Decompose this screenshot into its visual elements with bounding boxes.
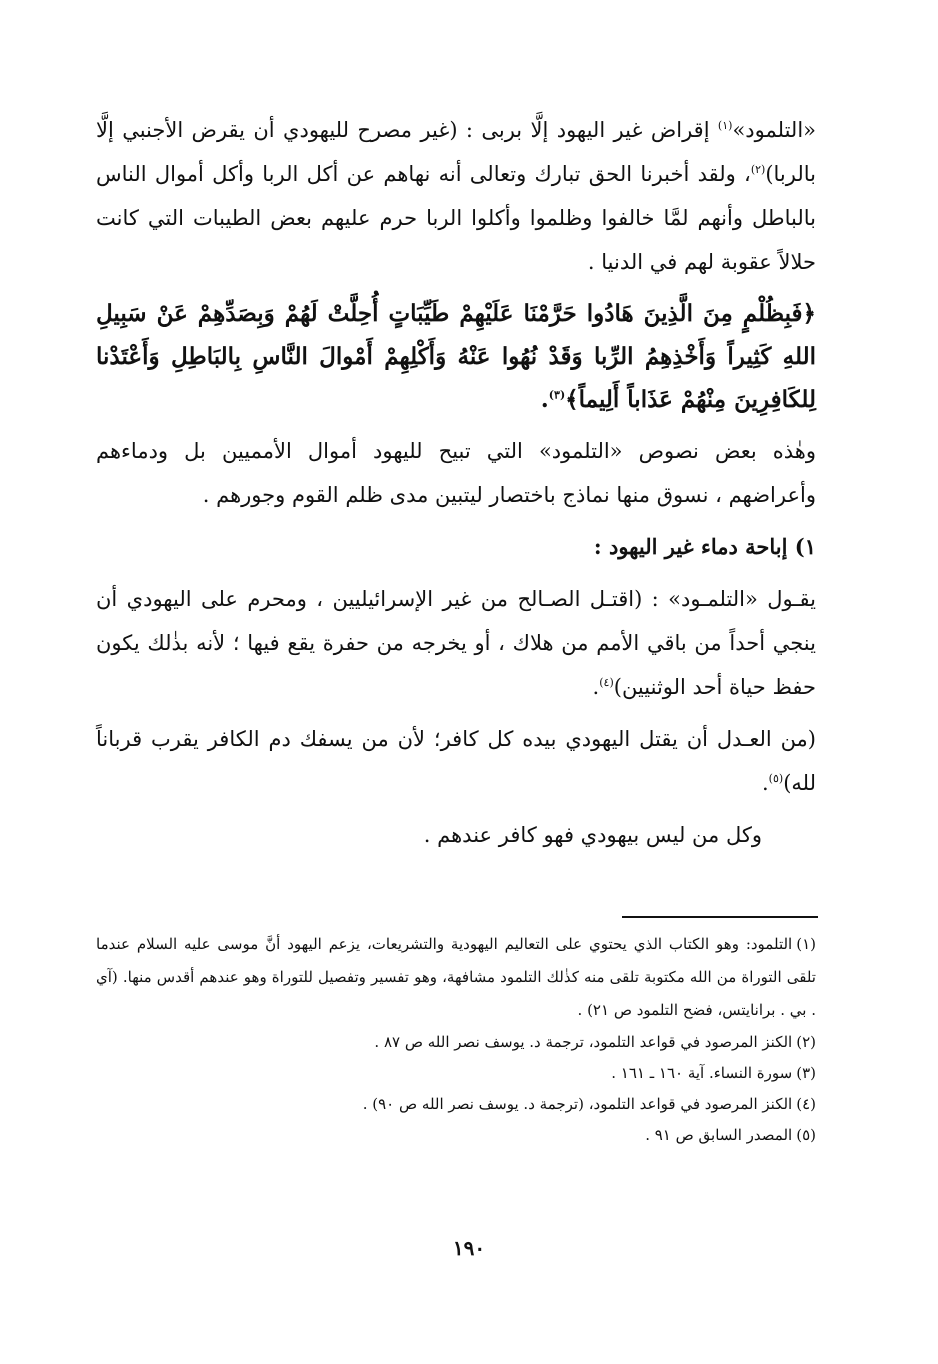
paragraph-riba-text-a: «التلمود»: [732, 118, 816, 142]
footnote-2-number: (٢): [796, 1033, 816, 1051]
footnote-4-number: (٤): [796, 1095, 816, 1113]
footnote-1: [96, 928, 816, 1027]
paragraph-justice-quote-text: (من العـدل أن يقتل اليهودي بيده كل كافر؛ لأن من يسفك دم الكافر يقرب قرباناً لله): [96, 727, 816, 795]
footnote-5: [96, 1120, 816, 1151]
footnote-ref-3: (٣): [548, 388, 566, 402]
main-text: [96, 108, 816, 865]
paragraph-talmud-quote: [96, 577, 816, 709]
footnote-1-number: (١): [796, 935, 816, 953]
paragraph-riba-text-b: إقراض غير اليهود إلَّا بربى : (غير مصرح لليهودي أن يقرض الأجنبي إلَّا بالربا): [96, 118, 816, 186]
footnote-4: [96, 1089, 816, 1120]
footnote-3: [96, 1058, 816, 1089]
paragraph-non-jew: وكل من ليس بيهودي فهو كافر عندهم .: [423, 823, 762, 847]
paragraph-texts-intro: وهٰذه بعض نصوص «التلمود» التي تبيح لليهود أموال الأمميين بل ودماءهم وأعراضهم ، نسوق منها نماذج باختصار ليتبين مدى ظلم القوم وجورهم .: [96, 439, 816, 507]
paragraph-riba-text-c: ، ولقد أخبرنا الحق تبارك وتعالى أنه نهاهم عن أكل الربا وأكل أموال الناس بالباطل وأنهم لمَّا خالفوا وظلموا وأكلوا الربا حرم عليهم بعض الطيبات التي كانت حلالاً عقوبة لهم في الدنيا .: [96, 162, 816, 274]
footnote-separator: [622, 916, 818, 918]
footnote-ref-5: (٥): [768, 772, 784, 785]
footnote-ref-4: (٤): [599, 676, 614, 689]
paragraph-talmud-quote-tail: .: [592, 675, 600, 699]
paragraph-justice-quote-tail: .: [761, 771, 769, 795]
footnote-1-text: التلمود: وهو الكتاب الذي يحتوي على التعاليم اليهودية والتشريعات، يزعم اليهود أنَّ موسى عليه السلام عندما تلقى التوراة من الله مكتوبة تلقى منه كذٰلك التلمود مشافهة، وهو تفسير وتفصيل للتوراة وهو عندهم أقدس منها. (آي . بي . برانايتس، فضح التلمود ص ٢١) .: [96, 935, 816, 1019]
footnote-2-text: الكنز المرصود في قواعد التلمود، ترجمة د. يوسف نصر الله ص ٨٧ .: [374, 1033, 793, 1051]
footnote-4-text: الكنز المرصود في قواعد التلمود، (ترجمة د. يوسف نصر الله ص ٩٠) .: [362, 1095, 793, 1113]
footnote-ref-2: (٢): [750, 163, 766, 176]
footnote-3-text: سورة النساء. آية ١٦٠ ـ ١٦١ .: [611, 1064, 793, 1082]
footnote-ref-1: (١): [717, 119, 733, 132]
section-heading-1: ١) إباحة دماء غير اليهود :: [593, 534, 816, 559]
paragraph-talmud-quote-text: يقـول «التلمـود» : (اقتـل الصـالح من غير الإسرائيليين ، ومحرم على اليهودي أن ينجي أحداً من باقي الأمم من هلاك ، أو يخرجه من حفرة يقع فيها ؛ لأنه بذٰلك يكون حفظ حياة أحد الوثنيين): [96, 587, 816, 699]
footnote-5-text: المصدر السابق ص ٩١ .: [645, 1126, 793, 1144]
footnote-5-number: (٥): [796, 1126, 816, 1144]
paragraph-riba: [96, 108, 816, 284]
footnotes: [96, 928, 816, 1151]
paragraph-justice-quote: [96, 717, 816, 805]
footnote-3-number: (٣): [796, 1064, 816, 1082]
quran-verse: [96, 292, 816, 421]
quran-verse-text: ﴿فَبِظُلْمٍ مِنَ الَّذِينَ هَادُوا حَرَّمْنَا عَلَيْهِمْ طَيِّبَاتٍ أُحِلَّتْ لَهُمْ وَبِصَدِّهِمْ عَنْ سَبِيلِ اللهِ كَثِيراً وَأَخْذِهِمُ الرِّبا وَقَدْ نُهُوا عَنْهُ وَأَكْلِهِمْ أَمْوالَ النَّاسِ بِالبَاطِلِ وَأَعْتَدْنا لِلكَافِرِينَ مِنْهُمْ عَذَاباً أَلِيماً﴾: [96, 300, 816, 413]
page-number: ١٩٠: [452, 1236, 486, 1260]
footnote-2: [96, 1027, 816, 1058]
quran-verse-tail: .: [540, 386, 549, 413]
